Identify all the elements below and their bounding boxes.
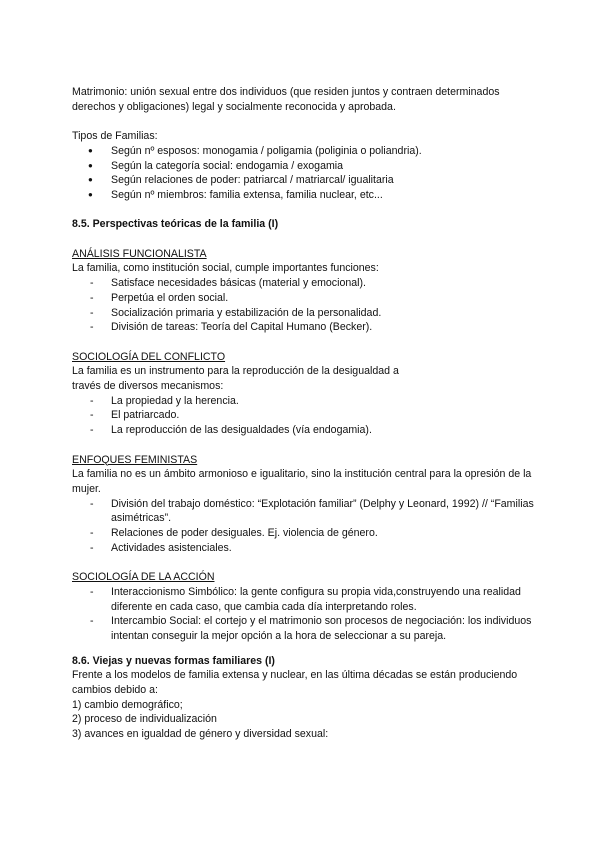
marriage-definition: Matrimonio: unión sexual entre dos individuos (que residen juntos y contraen determinados derechos y obligaciones) legal y socialmente reconocida y aprobada. [72, 86, 500, 113]
list-item: ● Según nº esposos: monogamia / poligamia (poliginia o poliandria). [72, 144, 542, 159]
list-item: - Perpetúa el orden social. [72, 291, 542, 306]
list-item: - División del trabajo doméstico: “Explotación familiar” (Delphy y Leonard, 1992) // “Familias asimétricas”. [72, 497, 542, 526]
list-item: - La reproducción de las desigualdades (vía endogamia). [72, 423, 542, 438]
section-85-heading: 8.5. Perspectivas teóricas de la familia (I) [72, 218, 279, 231]
list-item: 1) cambio demográfico; [72, 698, 183, 711]
family-types-label: Tipos de Familias: [72, 130, 158, 143]
list-item: ● Según nº miembros: familia extensa, familia nuclear, etc... [72, 188, 542, 203]
action-list [72, 585, 542, 644]
list-item: - La propiedad y la herencia. [72, 394, 542, 409]
list-item: 3) avances en igualdad de género y diversidad sexual: [72, 728, 329, 741]
list-item: - Interaccionismo Simbólico: la gente configura su propia vida,construyendo una realidad diferente en cada caso, que cambia cada día interpretando roles. [72, 585, 542, 614]
list-item: - Socialización primaria y estabilización de la personalidad. [72, 306, 542, 321]
changes-list [72, 698, 542, 742]
list-item: ● Según la categoría social: endogamia / exogamia [72, 159, 542, 174]
document-page [72, 85, 542, 742]
list-item: - El patriarcado. [72, 408, 542, 423]
functionalist-intro: La familia, como institución social, cumple importantes funciones: [72, 262, 379, 275]
conflict-intro-line1: La familia es un instrumento para la reproducción de la desigualdad a [72, 365, 399, 378]
list-item: - División de tareas: Teoría del Capital Humano (Becker). [72, 320, 542, 335]
list-item: 2) proceso de individualización [72, 713, 217, 726]
feminist-title: ENFOQUES FEMINISTAS [72, 453, 198, 466]
feminist-intro: La familia no es un ámbito armonioso e igualitario, sino la institución central para la opresión de la mujer. [72, 468, 532, 495]
list-item: - Relaciones de poder desiguales. Ej. violencia de género. [72, 526, 542, 541]
list-item: - Intercambio Social: el cortejo y el matrimonio son procesos de negociación: los individuos intentan conseguir la mejor opción a la hora de seleccionar a su pareja. [72, 614, 542, 643]
list-item: ● Según relaciones de poder: patriarcal / matriarcal/ igualitaria [72, 173, 542, 188]
section-86-intro: Frente a los modelos de familia extensa y nuclear, en las última décadas se están produciendo cambios debido a: [72, 669, 518, 697]
functionalist-list [72, 276, 542, 335]
conflict-intro-line2: través de diversos mecanismos: [72, 380, 224, 392]
functionalist-title: ANÁLISIS FUNCIONALISTA [72, 247, 207, 260]
action-title: SOCIOLOGÍA DE LA ACCIÓN [72, 571, 215, 584]
family-types-list [72, 144, 542, 203]
list-item: - Satisface necesidades básicas (material y emocional). [72, 276, 542, 291]
list-item: - Actividades asistenciales. [72, 541, 542, 556]
conflict-title: SOCIOLOGÍA DEL CONFLICTO [72, 350, 226, 363]
section-86-heading: 8.6. Viejas y nuevas formas familiares (I) [72, 654, 275, 667]
feminist-list [72, 497, 542, 556]
conflict-list [72, 394, 542, 438]
